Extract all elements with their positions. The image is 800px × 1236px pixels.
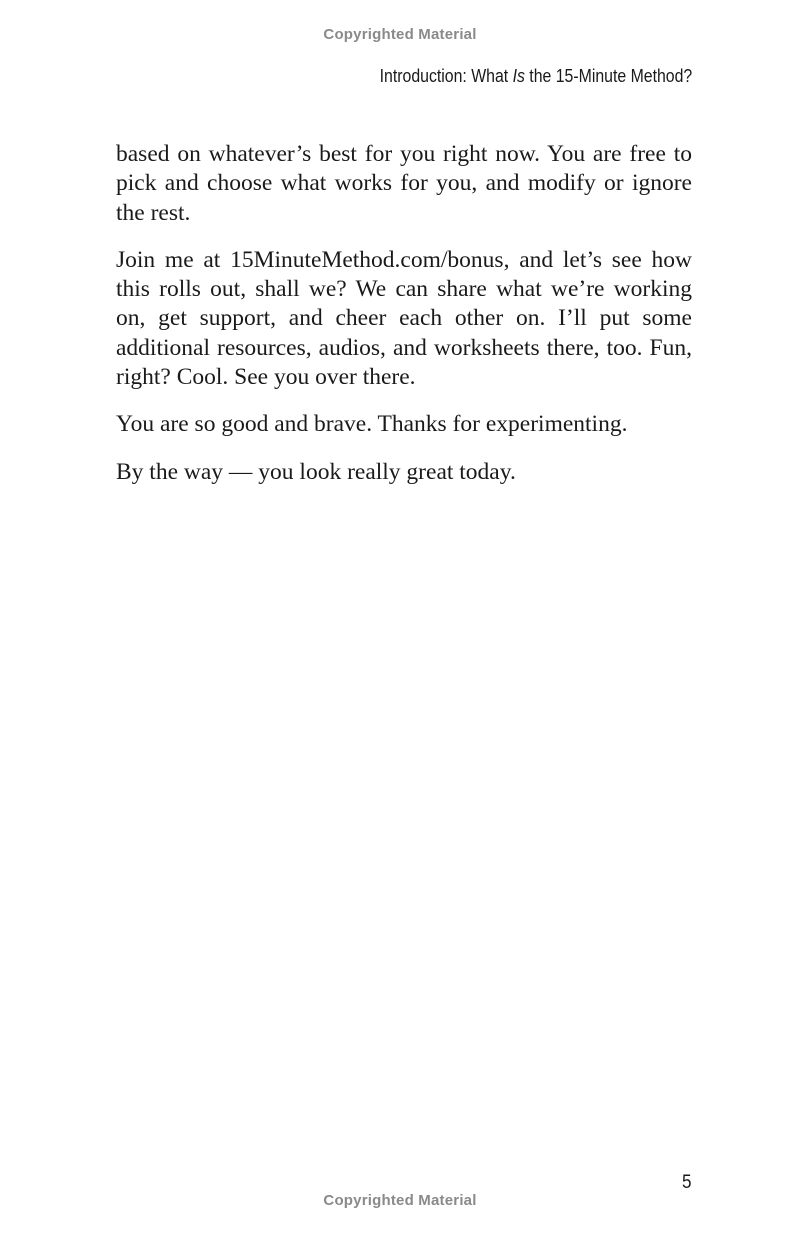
paragraph-join-bonus: Join me at 15MinuteMethod.com/bonus, and let’s see how this rolls out, shall we? We can share what we’re working on, get support, and cheer each other on. I’ll put some additional resources, audios, and worksheets there, too. Fun, right? Cool. See you over there.	[116, 246, 692, 391]
running-head	[379, 66, 692, 87]
body-text	[116, 140, 692, 505]
paragraph-by-the-way: By the way — you look really great today.	[116, 458, 516, 485]
running-head-emphasis: Is	[512, 66, 525, 86]
running-head-suffix: the 15-Minute Method?	[524, 66, 692, 86]
paragraph-good-and-brave: You are so good and brave. Thanks for experimenting.	[116, 411, 628, 438]
copyright-watermark-top: Copyrighted Material	[323, 26, 477, 43]
page-number: 5	[682, 1172, 692, 1193]
paragraph-continuation: based on whatever’s best for you right now. You are free to pick and choose what works for you, and modify or ignore the rest.	[116, 141, 692, 226]
copyright-watermark-bottom: Copyrighted Material	[323, 1192, 477, 1209]
running-head-prefix: Introduction: What	[379, 66, 513, 86]
